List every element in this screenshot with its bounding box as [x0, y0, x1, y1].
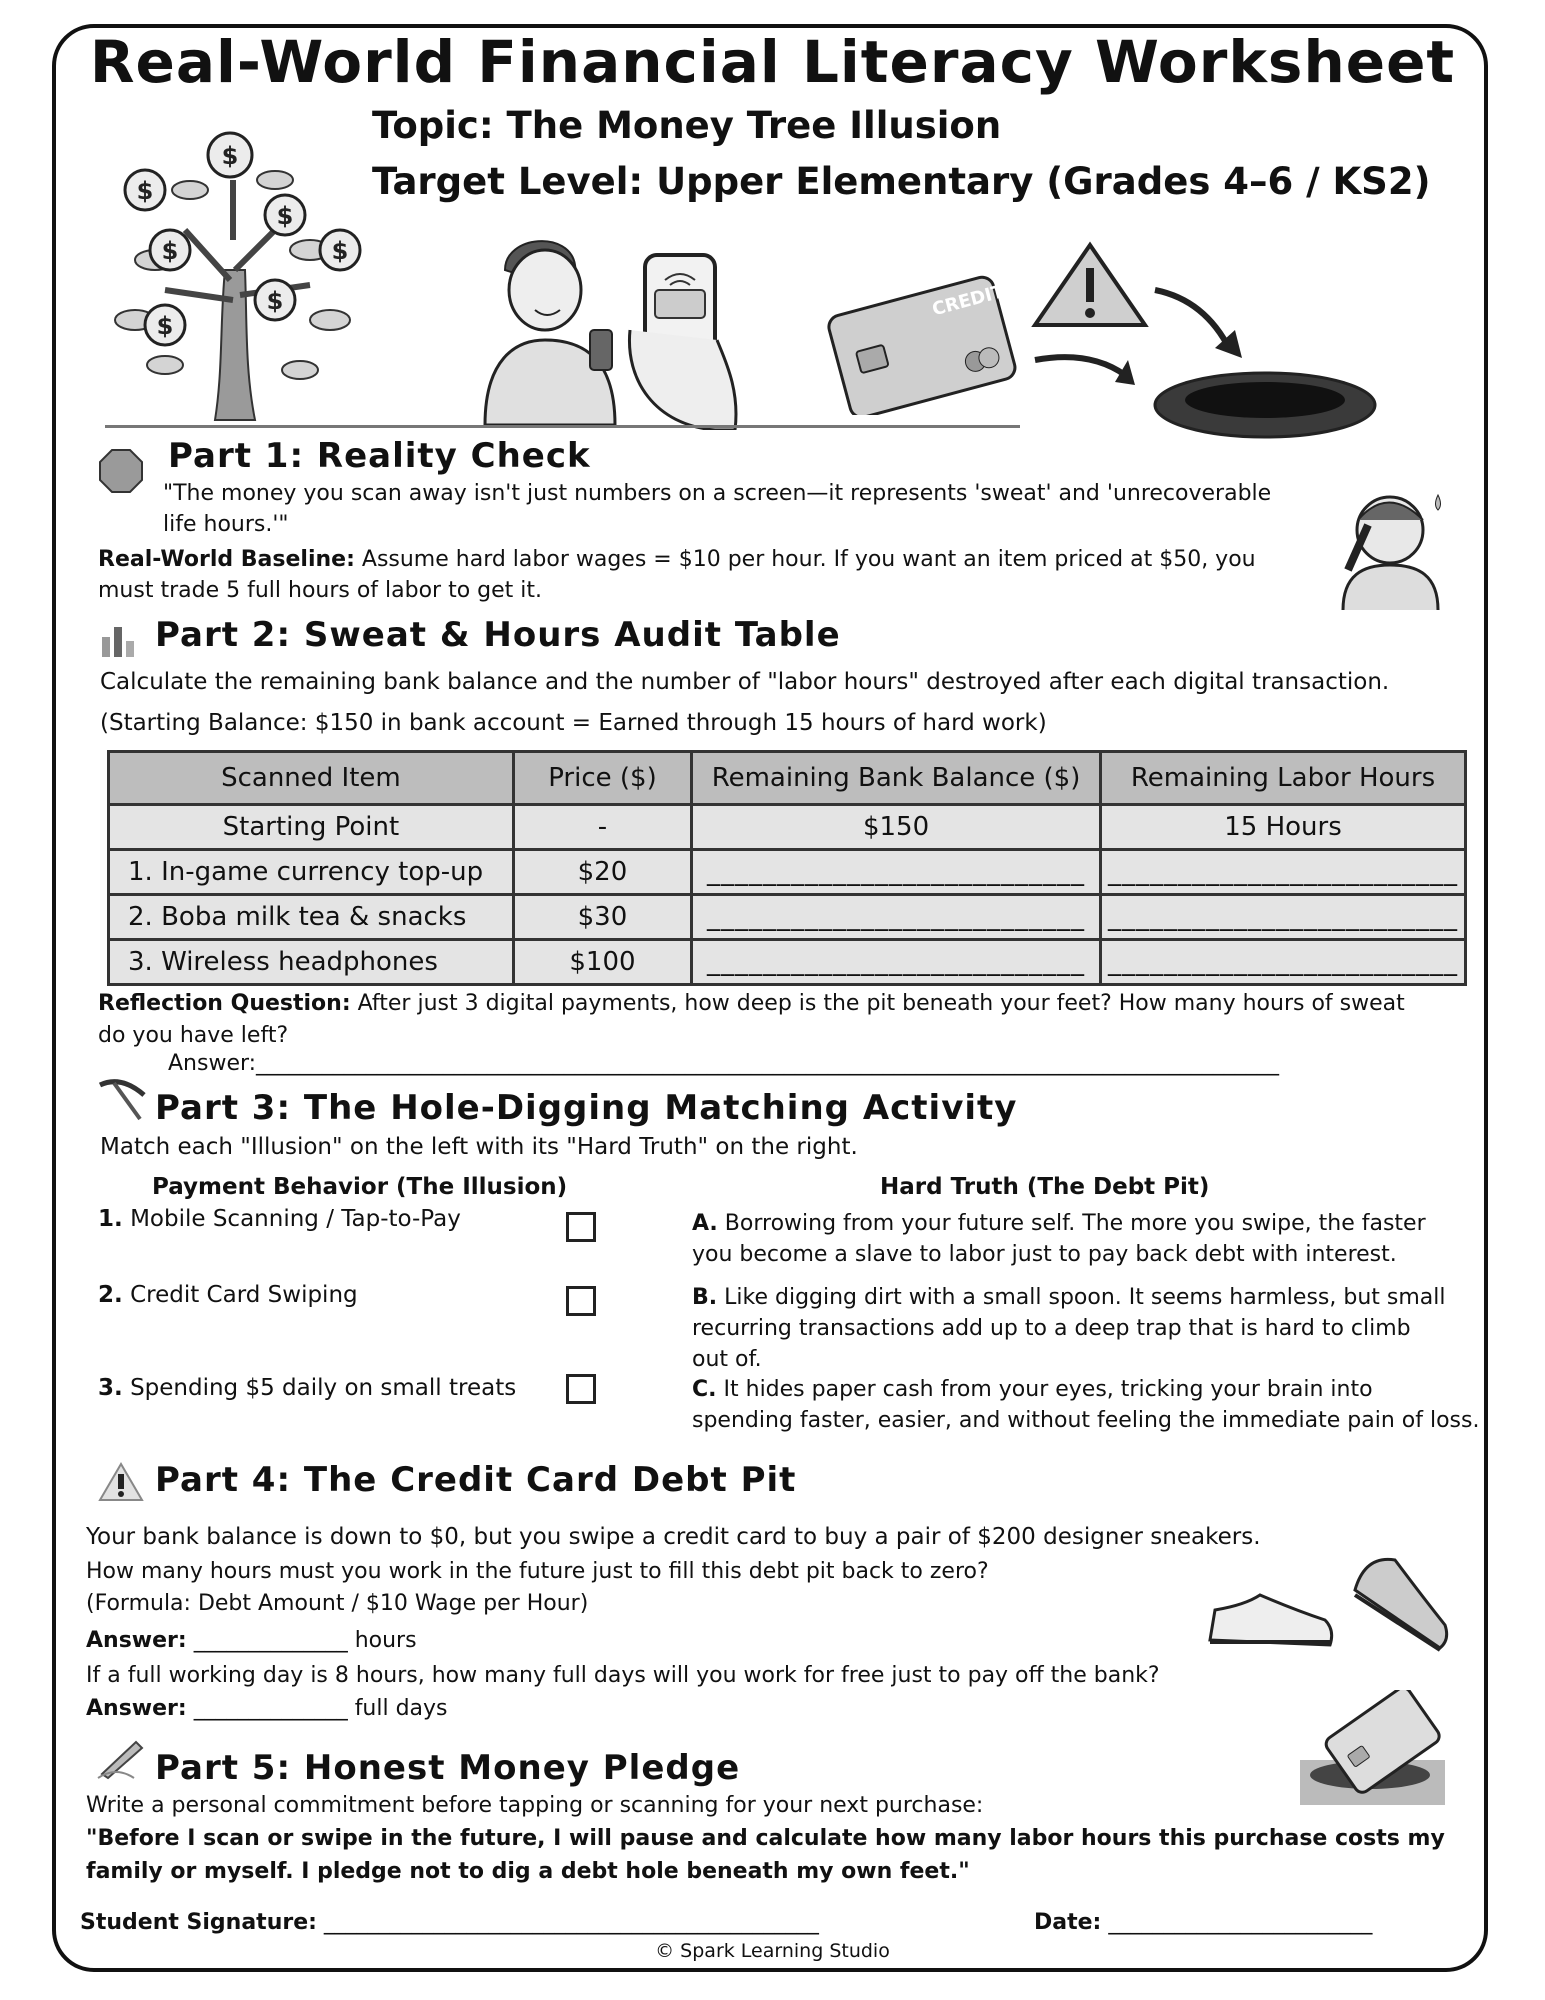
table-header-row [109, 752, 1466, 805]
reflection-label: Reflection Question: [98, 991, 351, 1016]
baseline-text: Assume hard labor wages = $10 per hour. If you want an item priced at $50, you [361, 547, 1256, 572]
pickaxe-icon [96, 1075, 148, 1123]
cell-price: $30 [513, 895, 691, 940]
part2-title: Part 2: Sweat & Hours Audit Table [155, 615, 841, 655]
reflection-line2: do you have left? [98, 1023, 289, 1048]
balance-answer-blank[interactable]: ___________________________ [692, 895, 1101, 940]
worksheet-title: Real-World Financial Literacy Worksheet [89, 28, 1456, 96]
balance-answer-blank[interactable]: ___________________________ [692, 940, 1101, 985]
hard-truth-header: Hard Truth (The Debt Pit) [880, 1174, 1210, 1200]
part5-instruction: Write a personal commitment before tapping or scanning for your next purchase: [86, 1793, 984, 1818]
hours-answer-blank[interactable]: ______________ [193, 1628, 348, 1653]
card-in-hole-illustration [1295, 1690, 1450, 1810]
behavior-3: 3. Spending $5 daily on small treats [98, 1375, 517, 1401]
table-row [109, 805, 1466, 850]
credit-card-illustration [820, 265, 1020, 415]
cell-price: - [513, 805, 691, 850]
cell-item: 1. In-game currency top-up [109, 850, 514, 895]
phone-pay-illustration [625, 250, 745, 430]
truth-c: C. It hides paper cash from your eyes, tricking your brain into spending faster, easier, and without feeling the immediate pain of loss. [692, 1377, 1480, 1433]
svg-text:$: $ [136, 177, 154, 205]
part4-line4: If a full working day is 8 hours, how many full days will you work for free just to pay off the bank? [86, 1663, 1160, 1688]
date-line: Date: ________________________ [1034, 1910, 1373, 1935]
cell-item: 3. Wireless headphones [109, 940, 514, 985]
pen-writing-icon [96, 1736, 144, 1780]
behavior-1: 1. Mobile Scanning / Tap-to-Pay [98, 1206, 461, 1232]
bar-chart-icon [100, 617, 138, 659]
table-row [109, 940, 1466, 985]
target-level-line: Target Level: Upper Elementary (Grades 4–6 / KS2) [372, 160, 1431, 203]
part1-quote-line2: life hours.'" [163, 512, 289, 537]
part3-instruction: Match each "Illusion" on the left with its "Hard Truth" on the right. [100, 1134, 858, 1160]
part2-instruction: Calculate the remaining bank balance and the number of "labor hours" destroyed after each digital transaction. [100, 669, 1390, 695]
pledge-line1: "Before I scan or swipe in the future, I will pause and calculate how many labor hours this purchase costs my [86, 1826, 1445, 1851]
part4-line2: How many hours must you work in the future just to fill this debt pit back to zero? [86, 1559, 989, 1584]
part3-title: Part 3: The Hole-Digging Matching Activity [155, 1088, 1018, 1128]
col-remaining-balance: Remaining Bank Balance ($) [692, 752, 1101, 805]
signature-blank[interactable]: _____________________________________________ [323, 1910, 819, 1935]
part4-answer2: Answer: ______________ full days [86, 1696, 448, 1721]
part4-answer1: Answer: ______________ hours [86, 1628, 417, 1653]
col-price: Price ($) [513, 752, 691, 805]
reflection-answer-line[interactable]: Answer:_____________________________________________________________________________________________ [168, 1051, 1280, 1076]
warning-icon [98, 1462, 144, 1502]
part4-title: Part 4: The Credit Card Debt Pit [155, 1460, 797, 1500]
col-remaining-hours: Remaining Labor Hours [1100, 752, 1465, 805]
reflection-text: After just 3 digital payments, how deep is the pit beneath your feet? How many hours of sweat [357, 991, 1405, 1016]
part1-title: Part 1: Reality Check [168, 436, 591, 476]
balance-answer-blank[interactable]: ___________________________ [692, 850, 1101, 895]
stop-sign-icon [98, 448, 144, 494]
part5-title: Part 5: Honest Money Pledge [155, 1748, 741, 1788]
part4-formula: (Formula: Debt Amount / $10 Wage per Hour) [86, 1591, 589, 1616]
truth-a: A. Borrowing from your future self. The more you swipe, the faster you become a slave to labor just to pay back debt with interest. [692, 1211, 1426, 1267]
match-box-2[interactable] [566, 1286, 596, 1316]
match-box-3[interactable] [566, 1374, 596, 1404]
cell-item: Starting Point [109, 805, 514, 850]
cell-hours: 15 Hours [1100, 805, 1465, 850]
cell-price: $20 [513, 850, 691, 895]
header-divider [105, 425, 1020, 428]
table-row [109, 895, 1466, 940]
signature-line: Student Signature: _____________________________________________ [80, 1910, 819, 1935]
col-scanned-item: Scanned Item [109, 752, 514, 805]
table-row [109, 850, 1466, 895]
illusion-header: Payment Behavior (The Illusion) [152, 1174, 568, 1200]
svg-text:$: $ [276, 202, 294, 230]
behavior-2: 2. Credit Card Swiping [98, 1282, 358, 1308]
svg-text:$: $ [266, 287, 284, 315]
svg-text:$: $ [156, 312, 174, 340]
date-blank[interactable]: ________________________ [1108, 1910, 1373, 1935]
cell-item: 2. Boba milk tea & snacks [109, 895, 514, 940]
credit-card-text: CREDIT [930, 281, 1007, 321]
days-answer-blank[interactable]: ______________ [193, 1696, 348, 1721]
debt-pit-illustration [1030, 240, 1450, 450]
hours-answer-blank[interactable]: _________________________ [1100, 895, 1465, 940]
truth-b: B. Like digging dirt with a small spoon. It seems harmless, but small recurring transactions add up to a deep trap that is hard to climb out of. [692, 1285, 1446, 1372]
part1-quote-line1: "The money you scan away isn't just numbers on a screen—it represents 'sweat' and 'unrecoverable [163, 481, 1272, 506]
baseline-label: Real-World Baseline: [98, 547, 355, 572]
part2-starting-note: (Starting Balance: $150 in bank account = Earned through 15 hours of hard work) [100, 710, 1047, 736]
baseline-line2: must trade 5 full hours of labor to get it. [98, 578, 543, 603]
copyright-footer: © Spark Learning Studio [655, 1940, 890, 1962]
sneakers-illustration [1205, 1550, 1455, 1655]
pledge-line2: family or myself. I pledge not to dig a debt hole beneath my own feet." [86, 1859, 970, 1884]
audit-table [107, 750, 1467, 986]
svg-text:$: $ [161, 237, 179, 265]
hours-answer-blank[interactable]: _________________________ [1100, 940, 1465, 985]
money-tree-illustration [95, 120, 365, 430]
svg-text:$: $ [221, 142, 239, 170]
cell-balance: $150 [692, 805, 1101, 850]
hours-answer-blank[interactable]: _________________________ [1100, 850, 1465, 895]
match-box-1[interactable] [566, 1212, 596, 1242]
svg-text:$: $ [331, 237, 349, 265]
topic-line: Topic: The Money Tree Illusion [372, 104, 1002, 147]
sweating-boy-illustration [1328, 480, 1453, 610]
cell-price: $100 [513, 940, 691, 985]
part4-line1: Your bank balance is down to $0, but you swipe a credit card to buy a pair of $200 designer sneakers. [86, 1524, 1261, 1550]
